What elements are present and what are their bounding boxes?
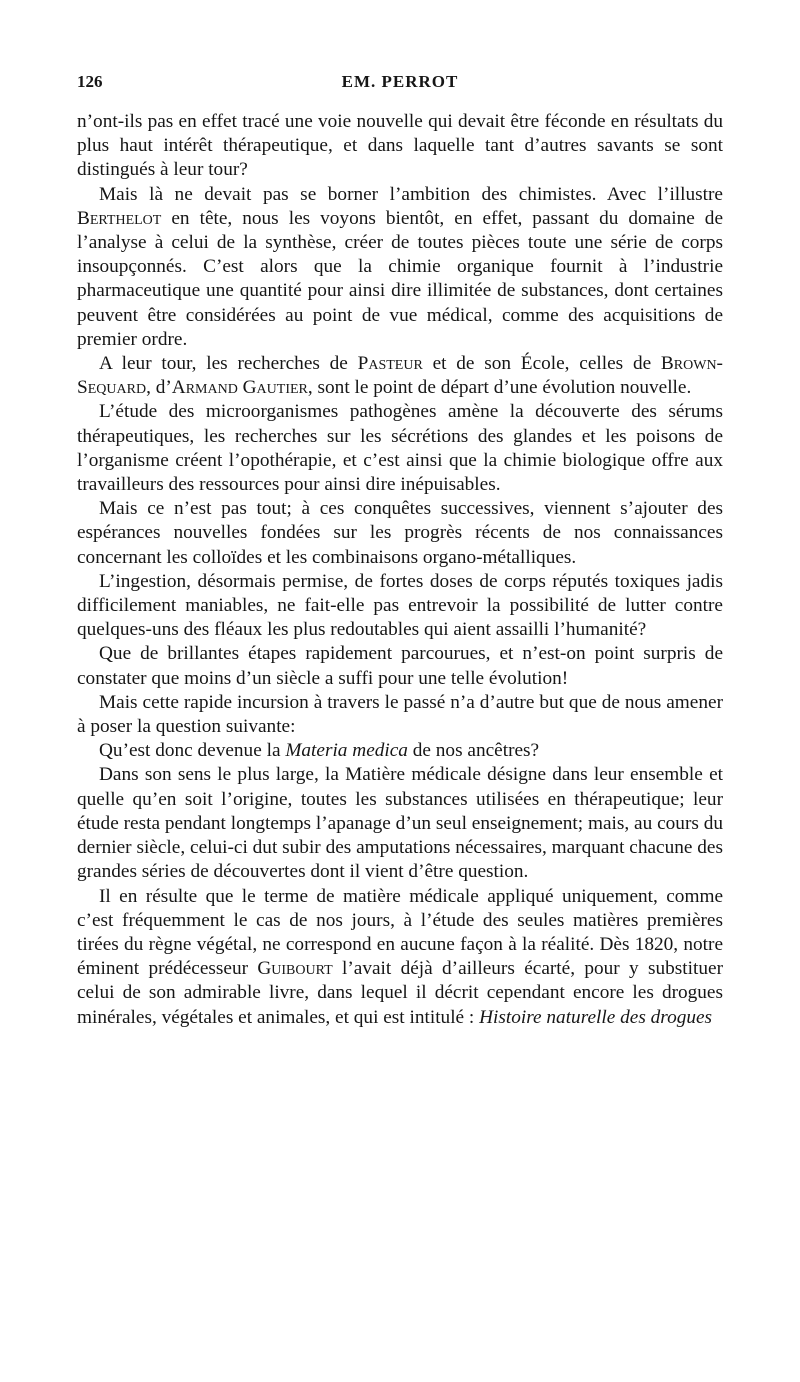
text-run: L’étude des microorganismes pathogènes amène la découverte des sérums thérapeutiques, les recherches sur les sécrétions des glandes et les poisons de l’organisme créent l’opothérapie, et c’est ainsi que la chimie biologique offre aux travailleurs des ressources pour ainsi dire inépuisables. [77, 401, 723, 496]
paragraph [77, 497, 723, 570]
paragraph [77, 352, 723, 400]
text-run: l’avait déjà d’ailleurs écarté, pour y substituer celui de son admirable livre, dans lequel il décrit cependant encore les drogues minérales, végétales et animales, et qui est intitulé : [77, 958, 724, 1028]
author-name: Brown-Sequard [77, 353, 723, 399]
author-name: Pasteur [357, 353, 423, 375]
text-run: de nos ancêtres? [407, 740, 540, 762]
paragraph [77, 642, 723, 690]
text-run: Dans son sens le plus large, la Matière médicale désigne dans leur ensemble et quelle qu’en soit l’origine, toutes les substances utilisées en thérapeutique; leur étude resta pendant longtemps l’apanage d’un seul enseignement; mais, au cours du dernier siècle, celui-ci dut subir des amputations nécessaires, marquant chacune des grandes séries de découvertes dont il vient d’être question. [77, 764, 723, 883]
paragraph [77, 739, 723, 763]
paragraph [77, 763, 723, 884]
italic-title: Materia medica [285, 740, 408, 762]
author-name: Armand Gautier [171, 377, 308, 399]
page-number: 126 [77, 72, 103, 91]
text-run: et de son École, celles de [422, 353, 661, 375]
text-run: , sont le point de départ d’une évolution nouvelle. [307, 377, 692, 399]
text-run: n’ont-ils pas en effet tracé une voie nouvelle qui devait être féconde en résultats du plus haut intérêt thérapeutique, et dans laquelle tant d’autres savants se sont distingués à leur tour? [77, 111, 723, 181]
paragraph [77, 110, 723, 183]
text-run: Que de brillantes étapes rapidement parcourues, et n’est-on point surpris de constater que moins d’un siècle a suffi pour une telle évolution! [77, 643, 723, 689]
page-header [77, 72, 723, 96]
text-run: Mais là ne devait pas se borner l’ambition des chimistes. Avec l’illustre [99, 183, 723, 205]
body-text [77, 110, 723, 1030]
text-run: A leur tour, les recherches de [99, 353, 358, 375]
paragraph [77, 183, 723, 352]
text-run: L’ingestion, désormais permise, de fortes doses de corps réputés toxiques jadis difficilement maniables, ne fait-elle pas entrevoir la possibilité de lutter contre quelques-uns des fléaux les plus redoutables qui aient assailli l’humanité? [77, 570, 723, 641]
paragraph [77, 885, 723, 1030]
running-head: EM. PERROT [341, 72, 459, 91]
paragraph [77, 570, 723, 643]
text-run: Mais ce n’est pas tout; à ces conquêtes successives, viennent s’ajouter des espérances nouvelles fondées sur les progrès récents de nos connaissances concernant les colloïdes et les combinaisons organo-métalliques. [77, 498, 723, 568]
text-run: , d’ [146, 377, 172, 399]
author-name: Berthelot [77, 207, 162, 229]
paragraph [77, 400, 723, 497]
italic-title: Histoire naturelle des drogues [479, 1006, 713, 1028]
text-run: Mais cette rapide incursion à travers le passé n’a d’autre but que de nous amener à poser la question suivante: [77, 691, 723, 738]
paragraph [77, 691, 723, 739]
author-name: Guibourt [257, 958, 333, 980]
text-run: Il en résulte que le terme de matière médicale appliqué uniquement, comme c’est fréquemment le cas de nos jours, à l’étude des seules matières premières tirées du règne végétal, ne correspond en aucune façon à la réalité. Dès 1820, notre éminent prédécesseur [77, 885, 723, 980]
text-run: en tête, nous les voyons bientôt, en effet, passant du domaine de l’analyse à celui de la synthèse, créer de toutes pièces toute une série de corps insoupçonnés. C’est alors que la chimie organique fournit à l’industrie pharmaceutique une quantité pour ainsi dire illimitée de substances, dont certaines peuvent être considérées au point de vue médical, comme des acquisitions de premier ordre. [77, 207, 723, 350]
text-run: Qu’est donc devenue la [99, 740, 286, 762]
